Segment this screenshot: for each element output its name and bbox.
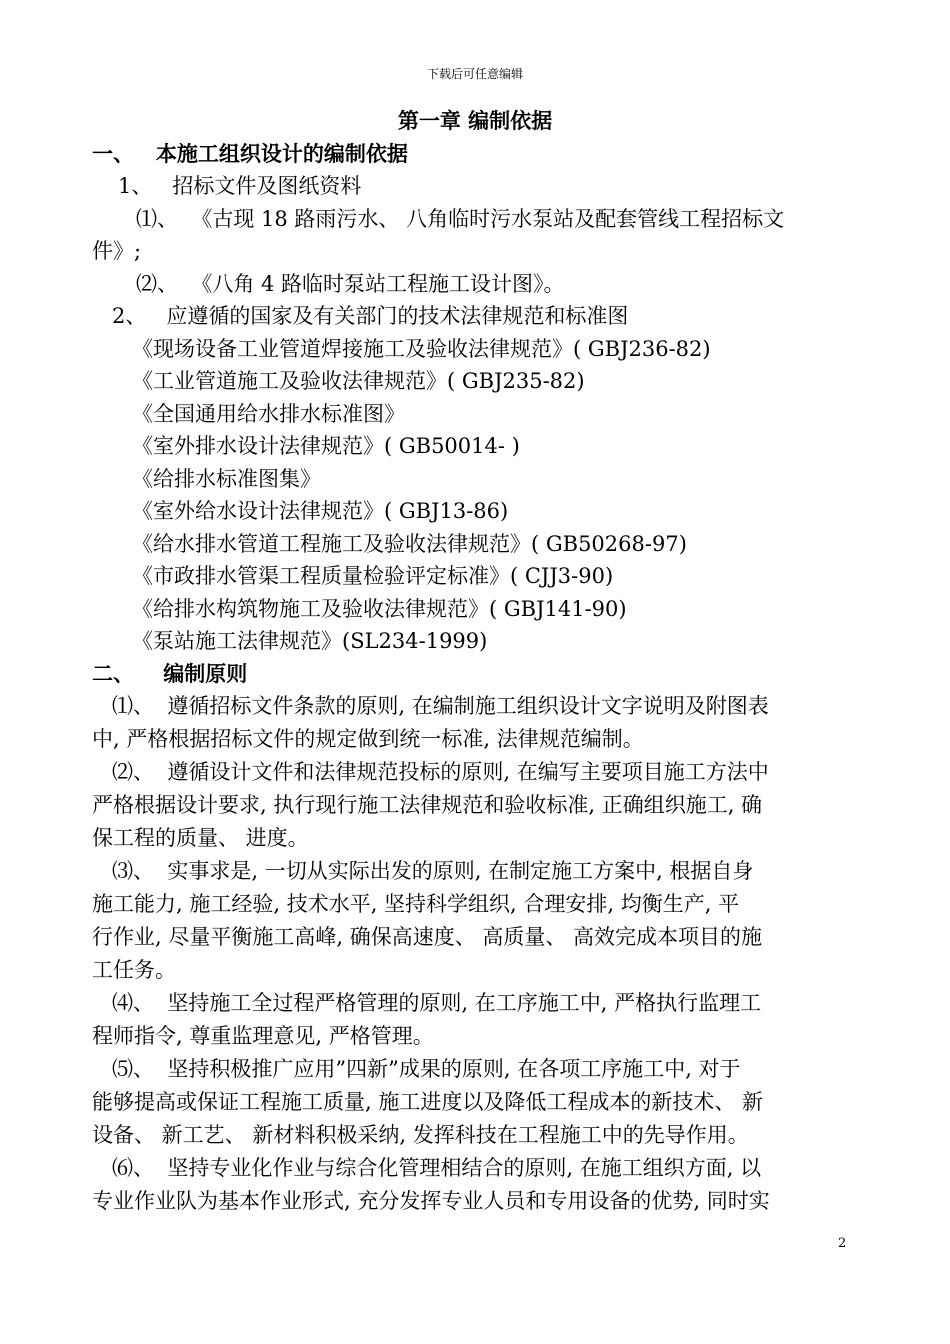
page-number: 2 xyxy=(838,1236,847,1251)
standard-item: 《室外给水设计法律规范》( GBJ13-86) xyxy=(132,499,509,523)
standard-item: 《工业管道施工及验收法律规范》( GBJ235-82) xyxy=(132,369,585,393)
paragraph-line: 专业作业队为基本作业形式, 充分发挥专业人员和专用设备的优势, 同时实 xyxy=(92,1189,770,1213)
standard-item: 《市政排水管渠工程质量检验评定标准》( CJJ3-90) xyxy=(132,564,614,588)
paragraph-line: ⑷、 坚持施工全过程严格管理的原则, 在工序施工中, 严格执行监理工 xyxy=(92,991,762,1015)
chapter-title: 第一章 编制依据 xyxy=(397,108,553,133)
paragraph-line: 行作业, 尽量平衡施工高峰, 确保高速度、 高质量、 高效完成本项目的施 xyxy=(92,925,763,949)
standard-item: 《给排水标准图集》 xyxy=(132,467,321,491)
item-2: ⑵、 《八角 4 路临时泵站工程施工设计图》。 xyxy=(136,272,565,296)
paragraph-line: 严格根据设计要求, 执行现行施工法律规范和验收标准, 正确组织施工, 确 xyxy=(92,793,763,817)
standard-item: 《给水排水管道工程施工及验收法律规范》( GB50268-97) xyxy=(132,532,687,556)
paragraph-line: ⑸、 坚持积极推广应用”四新”成果的原则, 在各项工序施工中, 对于 xyxy=(92,1057,741,1081)
standard-item: 《泵站施工法律规范》(SL234-1999) xyxy=(132,629,488,653)
paragraph-line: ⑹、 坚持专业化作业与综合化管理相结合的原则, 在施工组织方面, 以 xyxy=(92,1156,762,1180)
page-header: 下载后可任意编辑 xyxy=(426,67,523,81)
item-1-line-2: 件》; xyxy=(92,239,142,263)
item-1-line-1: ⑴、 《古现 18 路雨污水、 八角临时污水泵站及配套管线工程招标文 xyxy=(136,207,785,231)
paragraph-line: 能够提高或保证工程施工质量, 施工进度以及降低工程成本的新技术、 新 xyxy=(92,1090,764,1114)
paragraph-line: ⑶、 实事求是, 一切从实际出发的原则, 在制定施工方案中, 根据自身 xyxy=(92,859,754,883)
standard-item: 《全国通用给水排水标准图》 xyxy=(132,402,405,426)
paragraph-line: ⑵、 遵循设计文件和法律规范投标的原则, 在编写主要项目施工方法中 xyxy=(92,760,769,784)
standard-item: 《现场设备工业管道焊接施工及验收法律规范》( GBJ236-82) xyxy=(132,337,711,361)
section-heading-2: 二、 编制原则 xyxy=(92,661,248,686)
paragraph-line: ⑴、 遵循招标文件条款的原则, 在编制施工组织设计文字说明及附图表 xyxy=(92,694,769,718)
standard-item: 《给排水构筑物施工及验收法律规范》( GBJ141-90) xyxy=(132,597,627,621)
paragraph-line: 程师指令, 尊重监理意见, 严格管理。 xyxy=(92,1024,434,1048)
section-heading-1: 一、 本施工组织设计的编制依据 xyxy=(92,141,408,166)
subsection-heading-1: 1、 招标文件及图纸资料 xyxy=(118,174,362,198)
paragraph-line: 设备、 新工艺、 新材料积极采纳, 发挥科技在工程施工中的先导作用。 xyxy=(92,1123,749,1147)
paragraph-line: 中, 严格根据招标文件的规定做到统一标准, 法律规范编制。 xyxy=(92,727,644,751)
paragraph-line: 保工程的质量、 进度。 xyxy=(92,826,309,850)
standard-item: 《室外排水设计法律规范》( GB50014- ) xyxy=(132,434,520,458)
subsection-heading-2: 2、 应遵循的国家及有关部门的技术法律规范和标准图 xyxy=(112,304,629,328)
paragraph-line: 施工能力, 施工经验, 技术水平, 坚持科学组织, 合理安排, 均衡生产, 平 xyxy=(92,892,740,916)
paragraph-line: 工任务。 xyxy=(92,958,176,982)
